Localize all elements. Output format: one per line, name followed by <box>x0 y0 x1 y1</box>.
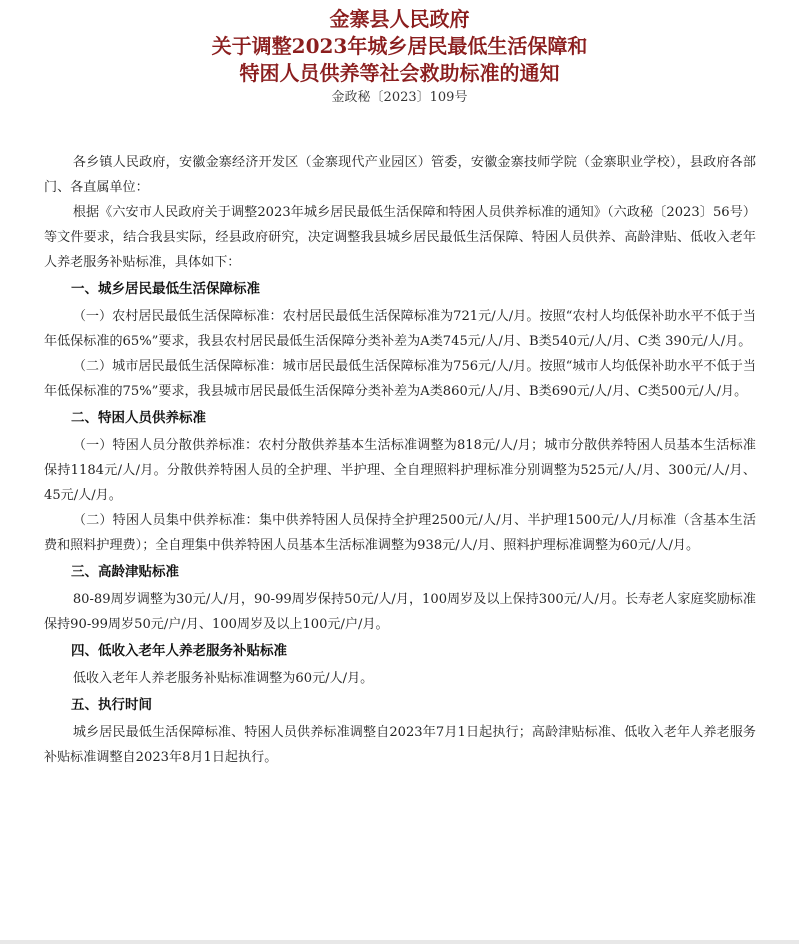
issuer-title: 金寨县人民政府 <box>329 7 470 31</box>
notice-title-line-1: 关于调整2023年城乡居民最低生活保障和 <box>211 34 588 58</box>
document-body <box>44 150 756 770</box>
section-3-paragraph-1: 80-89周岁调整为30元/人/月，90-99周岁保持50元/人/月，100周岁及以上保持300元/人/月。长寿老人家庭奖励标准保持90-99周岁50元/户/月、100周岁及以上100元/户/月。 <box>44 592 756 632</box>
section-heading-4: 四、低收入老年人养老服务补贴标准 <box>71 643 287 659</box>
section-heading-3: 三、高龄津贴标准 <box>71 564 179 580</box>
section-heading-1: 一、城乡居民最低生活保障标准 <box>71 281 260 297</box>
section-heading-2: 二、特困人员供养标准 <box>71 410 206 426</box>
intro-paragraph: 根据《六安市人民政府关于调整2023年城乡居民最低生活保障和特困人员供养标准的通知》（六政秘〔2023〕56号）等文件要求，结合我县实际，经县政府研究，决定调整我县城乡居民最低生活保障、特困人员供养、高龄津贴、低收入老年人养老服务补贴标准，具体如下： <box>44 205 756 270</box>
notice-title-line-2: 特困人员供养等社会救助标准的通知 <box>239 61 560 85</box>
section-4-paragraph-1: 低收入老年人养老服务补贴标准调整为60元/人/月。 <box>72 671 374 686</box>
section-2-paragraph-2: （二）特困人员集中供养标准：集中供养特困人员保持全护理2500元/人/月、半护理1500元/人/月标准（含基本生活费和照料护理费）；全自理集中供养特困人员基本生活标准调整为938元/人/月、照料护理标准调整为60元/人/月。 <box>44 513 756 553</box>
section-5-paragraph-1: 城乡居民最低生活保障标准、特困人员供养标准调整自2023年7月1日起执行；高龄津贴标准、低收入老年人养老服务补贴标准调整自2023年8月1日起执行。 <box>44 725 756 765</box>
section-1-paragraph-2: （二）城市居民最低生活保障标准：城市居民最低生活保障标准为756元/人/月。按照“城市人均低保补助水平不低于当年低保标准的75%”要求，我县城市居民最低生活保障分类补差为A类860元/人/月、B类690元/人/月、C类500元/人/月。 <box>44 359 756 399</box>
section-heading-5: 五、执行时间 <box>71 697 152 713</box>
bottom-divider <box>0 940 799 944</box>
document-number: 金政秘〔2023〕109号 <box>331 90 468 105</box>
recipients: 各乡镇人民政府，安徽金寨经济开发区（金寨现代产业园区）管委，安徽金寨技师学院（金寨职业学校），县政府各部门、各直属单位： <box>44 155 756 195</box>
section-2-paragraph-1: （一）特困人员分散供养标准：农村分散供养基本生活标准调整为818元/人/月；城市分散供养特困人员基本生活标准保持1184元/人/月。分散供养特困人员的全护理、半护理、全自理照料护理标准分别调整为525元/人/月、300元/人/月、45元/人/月。 <box>44 438 756 503</box>
section-1-paragraph-1: （一）农村居民最低生活保障标准：农村居民最低生活保障标准为721元/人/月。按照“农村人均低保补助水平不低于当年低保标准的65%”要求，我县农村居民最低生活保障分类补差为A类745元/人/月、B类540元/人/月、C类 390元/人/月。 <box>44 309 756 349</box>
title-block <box>0 0 799 107</box>
